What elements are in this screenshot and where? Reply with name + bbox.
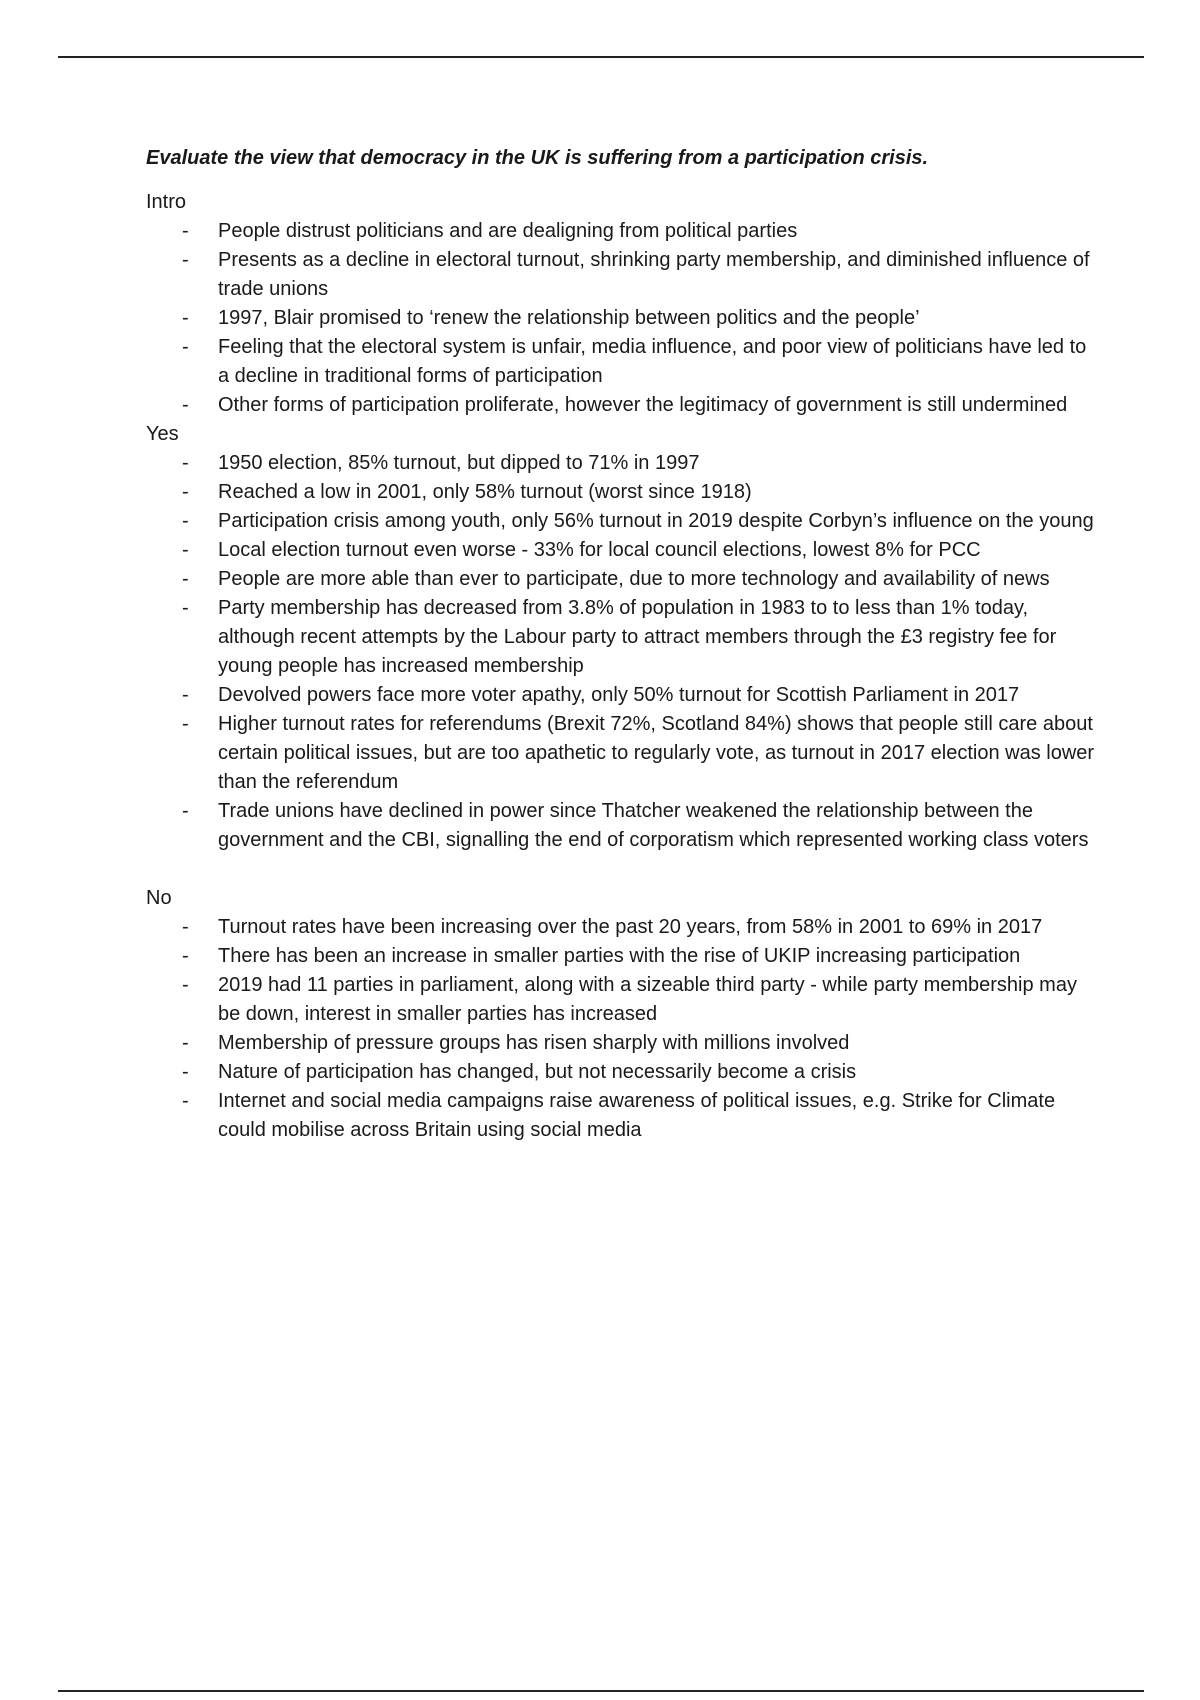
- yes-bullet-list: [146, 449, 1096, 855]
- intro-bullet-list: [146, 217, 1096, 420]
- bullet-dash: -: [182, 916, 189, 938]
- list-item: - Participation crisis among youth, only 56% turnout in 2019 despite Corbyn’s influence on the young: [146, 507, 1096, 536]
- list-item: - Local election turnout even worse - 33% for local council elections, lowest 8% for PCC: [146, 536, 1096, 565]
- section-no: [146, 884, 1096, 1145]
- bullet-dash: -: [182, 597, 189, 619]
- list-item: - People distrust politicians and are dealigning from political parties: [146, 217, 1096, 246]
- essay-question: Evaluate the view that democracy in the UK is suffering from a participation crisis.: [146, 147, 929, 169]
- list-item: - Feeling that the electoral system is unfair, media influence, and poor view of politicians have led to a decline in traditional forms of participation: [146, 333, 1096, 391]
- bullet-dash: -: [182, 220, 189, 242]
- bullet-dash: -: [182, 481, 189, 503]
- section-intro: [146, 188, 1096, 420]
- bullet-dash: -: [182, 510, 189, 532]
- list-item: - There has been an increase in smaller parties with the rise of UKIP increasing participation: [146, 942, 1096, 971]
- list-item: - 2019 had 11 parties in parliament, along with a sizeable third party - while party membership may be down, interest in smaller parties has increased: [146, 971, 1096, 1029]
- list-item: - Other forms of participation proliferate, however the legitimacy of government is still undermined: [146, 391, 1096, 420]
- list-item: - People are more able than ever to participate, due to more technology and availability of news: [146, 565, 1096, 594]
- bullet-dash: -: [182, 713, 189, 735]
- list-item: - Nature of participation has changed, but not necessarily become a crisis: [146, 1058, 1096, 1087]
- bullet-dash: -: [182, 336, 189, 358]
- bullet-dash: -: [182, 1090, 189, 1112]
- document-body: [146, 142, 1096, 1145]
- list-item: - Turnout rates have been increasing over the past 20 years, from 58% in 2001 to 69% in 2017: [146, 913, 1096, 942]
- no-bullet-list: [146, 913, 1096, 1145]
- list-item: - Trade unions have declined in power since Thatcher weakened the relationship between the government and the CBI, signalling the end of corporatism which represented working class voters: [146, 797, 1096, 855]
- bullet-dash: -: [182, 249, 189, 271]
- section-heading-no: No: [146, 887, 172, 909]
- bullet-dash: -: [182, 684, 189, 706]
- list-item: - Higher turnout rates for referendums (Brexit 72%, Scotland 84%) shows that people still care about certain political issues, but are too apathetic to regularly vote, as turnout in 2017 election was lower than the referendum: [146, 710, 1096, 797]
- bullet-dash: -: [182, 307, 189, 329]
- bottom-rule: [58, 1690, 1144, 1692]
- section-heading-intro: Intro: [146, 191, 187, 213]
- bullet-dash: -: [182, 800, 189, 822]
- list-item: - Presents as a decline in electoral turnout, shrinking party membership, and diminished influence of trade unions: [146, 246, 1096, 304]
- bullet-dash: -: [182, 1061, 189, 1083]
- section-heading-yes: Yes: [146, 423, 179, 445]
- bullet-dash: -: [182, 394, 189, 416]
- bullet-dash: -: [182, 974, 189, 996]
- bullet-dash: -: [182, 1032, 189, 1054]
- bullet-dash: -: [182, 945, 189, 967]
- bullet-dash: -: [182, 568, 189, 590]
- list-item: - 1950 election, 85% turnout, but dipped to 71% in 1997: [146, 449, 1096, 478]
- top-rule: [58, 56, 1144, 58]
- section-yes: [146, 420, 1096, 855]
- list-item: - Reached a low in 2001, only 58% turnout (worst since 1918): [146, 478, 1096, 507]
- list-item: - 1997, Blair promised to ‘renew the relationship between politics and the people’: [146, 304, 1096, 333]
- list-item: - Internet and social media campaigns raise awareness of political issues, e.g. Strike for Climate could mobilise across Britain using social media: [146, 1087, 1096, 1145]
- list-item: - Party membership has decreased from 3.8% of population in 1983 to to less than 1% today, although recent attempts by the Labour party to attract members through the £3 registry fee for young people has increased membership: [146, 594, 1096, 681]
- bullet-dash: -: [182, 452, 189, 474]
- list-item: - Devolved powers face more voter apathy, only 50% turnout for Scottish Parliament in 2017: [146, 681, 1096, 710]
- list-item: - Membership of pressure groups has risen sharply with millions involved: [146, 1029, 1096, 1058]
- bullet-dash: -: [182, 539, 189, 561]
